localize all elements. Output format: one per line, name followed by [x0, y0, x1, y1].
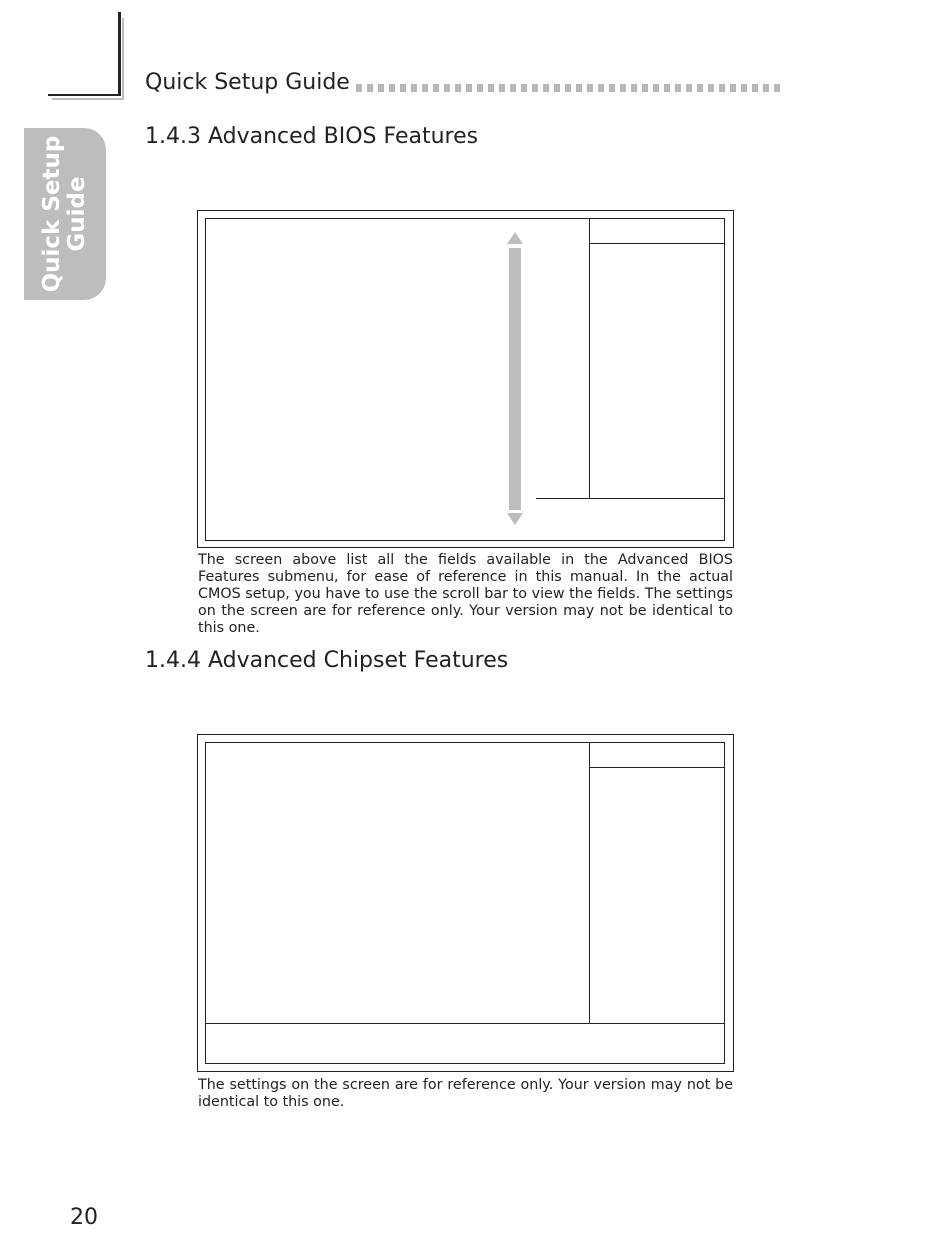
bios-help-panel-divider — [589, 742, 590, 1023]
side-chapter-tab-label — [40, 136, 90, 293]
bios-screen-inner-border — [205, 218, 725, 541]
bios-screen-inner-border — [205, 742, 725, 1064]
side-tab-line-2: Guide — [64, 176, 90, 252]
corner-mark-vertical — [118, 12, 121, 96]
bios-key-legend-rule — [205, 1023, 724, 1024]
corner-mark-vertical-shadow — [122, 18, 124, 100]
section-title-advanced-bios-features: 1.4.3 Advanced BIOS Features — [145, 124, 479, 149]
side-tab-line-1: Quick Setup — [39, 135, 65, 293]
section-title-advanced-chipset-features: 1.4.4 Advanced Chipset Features — [145, 648, 509, 673]
scroll-down-arrow-icon[interactable] — [507, 513, 523, 525]
bios-help-panel-header-rule — [589, 767, 724, 768]
scrollbar[interactable] — [509, 248, 521, 510]
bios-key-legend-rule — [536, 498, 724, 499]
bios-help-panel-header-rule — [589, 243, 724, 244]
page-number: 20 — [70, 1205, 98, 1230]
caption-advanced-bios-features: The screen above list all the fields available in the Advanced BIOS Features submenu, for ease of reference in this manual. In the actual CMOS setup, you have to use the scroll bar to view the fields. The settings on the screen are for reference only. Your version may not be identical to this one. — [198, 552, 733, 636]
bios-help-panel-divider — [589, 218, 590, 499]
header-dotted-rule — [356, 84, 780, 92]
caption-advanced-chipset-features: The settings on the screen are for reference only. Your version may not be identical to this one. — [198, 1077, 733, 1110]
running-header-title: Quick Setup Guide — [145, 70, 350, 95]
scroll-up-arrow-icon[interactable] — [507, 232, 523, 244]
corner-mark-horizontal — [48, 94, 120, 96]
corner-mark-horizontal-shadow — [52, 98, 124, 100]
